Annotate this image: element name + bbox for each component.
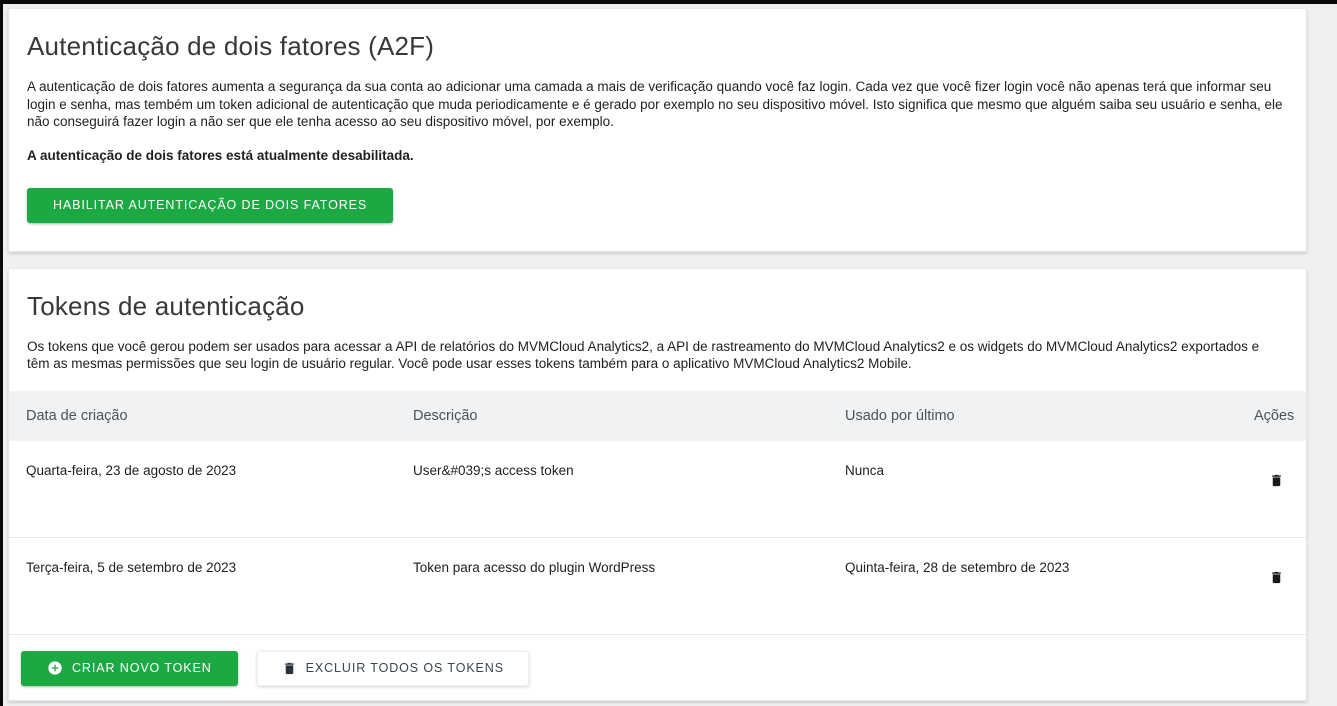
column-header-last-used: Usado por último [828, 391, 1237, 441]
table-row [9, 537, 1306, 634]
token-actions-cell [1237, 537, 1306, 634]
token-actions-cell [1237, 441, 1306, 538]
table-header-row [9, 391, 1306, 441]
column-header-description: Descrição [396, 391, 828, 441]
column-header-actions: Ações [1237, 391, 1306, 441]
column-header-created: Data de criação [9, 391, 396, 441]
tokens-title: Tokens de autenticação [27, 290, 305, 321]
twofactor-card [8, 8, 1307, 252]
twofactor-status: A autenticação de dois fatores está atualmente desabilitada. [27, 147, 414, 163]
token-description-cell: Token para acesso do plugin WordPress [396, 537, 828, 634]
delete-all-tokens-button-label: EXCLUIR TODOS OS TOKENS [305, 661, 504, 675]
delete-token-button[interactable] [1269, 570, 1284, 588]
trash-icon [1269, 473, 1284, 491]
twofactor-title: Autenticação de dois fatores (A2F) [27, 31, 435, 61]
token-last-used-cell: Nunca [828, 441, 1237, 538]
tokens-footer-actions [9, 651, 1306, 686]
table-row [9, 441, 1306, 538]
twofactor-description: A autenticação de dois fatores aumenta a segurança da sua conta ao adicionar uma camada a mais de verificação quando você faz login. Cada vez que você fizer login você não apenas terá que informar seu login e senha, mas tembém um token adicional de autenticação que muda periodicamente e é gerado por exemplo no seu dispositivo móvel. Isto significa que mesmo que alguém saiba seu usuário e senha, ele não conseguirá fazer login a não ser que ele tenha acesso ao seu dispositivo móvel, por exemplo. [27, 79, 1283, 129]
token-created-cell: Quarta-feira, 23 de agosto de 2023 [9, 441, 396, 538]
create-token-button[interactable] [21, 651, 238, 686]
add-circle-icon [47, 660, 63, 676]
trash-icon [282, 661, 297, 676]
token-created-cell: Terça-feira, 5 de setembro de 2023 [9, 537, 396, 634]
tokens-card [8, 268, 1307, 701]
token-last-used-cell: Quinta-feira, 28 de setembro de 2023 [828, 537, 1237, 634]
page-background [3, 4, 1337, 701]
enable-2fa-button[interactable] [27, 188, 393, 223]
token-description-cell: User&#039;s access token [396, 441, 828, 538]
trash-icon [1269, 570, 1284, 588]
enable-2fa-button-label: HABILITAR AUTENTICAÇÃO DE DOIS FATORES [53, 198, 368, 212]
tokens-description: Os tokens que você gerou podem ser usados para acessar a API de relatórios do MVMCloud Analytics2, a API de rastreamento do MVMCloud Analytics2 e os widgets do MVMCloud Analytics2 exportados e têm as mesmas permissões que seu login de usuário regular. Você pode usar esses tokens também para o aplicativo MVMCloud Analytics2 Mobile. [27, 338, 1260, 371]
create-token-button-label: CRIAR NOVO TOKEN [72, 661, 212, 675]
delete-all-tokens-button[interactable] [257, 651, 529, 686]
tokens-table-header [9, 391, 1306, 441]
tokens-table [9, 391, 1306, 635]
delete-token-button[interactable] [1269, 473, 1284, 491]
